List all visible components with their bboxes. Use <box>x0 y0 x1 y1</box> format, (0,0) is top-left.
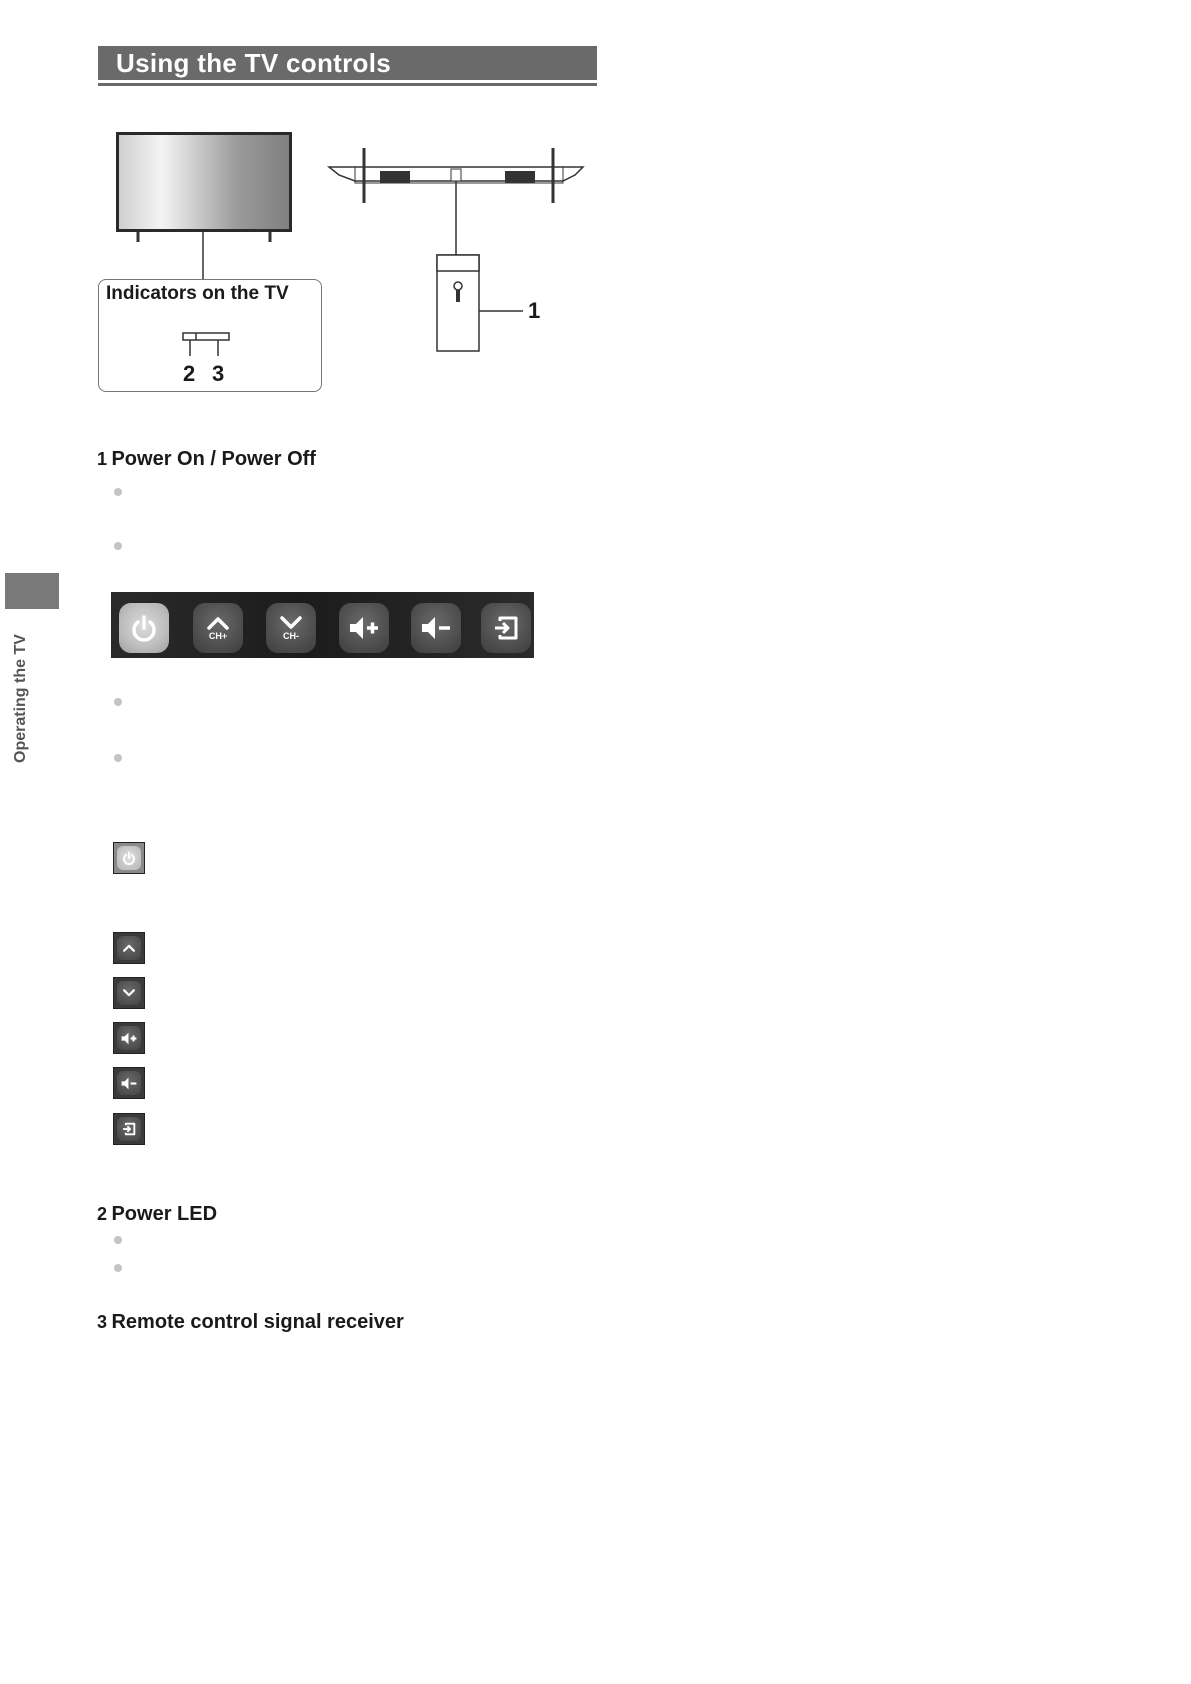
channel-down-icon <box>122 988 136 998</box>
volume-up-icon <box>120 1031 138 1046</box>
volume-down-icon <box>419 614 453 642</box>
strip-channel-down-button <box>266 603 316 653</box>
strip-channel-up-button <box>193 603 243 653</box>
strip-power-button <box>119 603 169 653</box>
bullet <box>114 542 122 550</box>
volume-up-icon <box>347 614 381 642</box>
strip-volume-up-button <box>339 603 389 653</box>
indicator-sensor-illustration <box>180 330 240 360</box>
page-title: Using the TV controls <box>116 48 391 78</box>
tv-front-illustration <box>100 120 340 290</box>
bullet <box>114 488 122 496</box>
section-2-heading <box>97 1203 217 1226</box>
strip-volume-down-button <box>411 603 461 653</box>
channel-down-label: CH- <box>283 631 299 641</box>
channel-down-icon <box>278 615 304 631</box>
section-1-title: Power On / Power Off <box>111 448 316 470</box>
tv-bottom-illustration <box>325 143 595 353</box>
volume-up-button-icon <box>113 1022 145 1054</box>
channel-up-label: CH+ <box>208 631 228 641</box>
bullet <box>114 1236 122 1244</box>
indicators-title: Indicators on the TV <box>106 283 289 304</box>
channel-down-button-icon <box>113 977 145 1009</box>
input-source-icon <box>121 1121 137 1137</box>
volume-down-icon <box>120 1076 138 1091</box>
section-2-number: 2 <box>97 1204 108 1224</box>
section-1-heading <box>97 448 316 471</box>
section-3-title: Remote control signal receiver <box>111 1311 404 1333</box>
callout-1-label: 1 <box>528 298 541 323</box>
side-tab-marker <box>5 573 59 609</box>
side-tab-label: Operating the TV <box>12 634 29 763</box>
on-screen-control-strip <box>111 592 534 658</box>
power-icon <box>128 612 160 644</box>
input-source-icon <box>491 613 521 643</box>
power-icon <box>121 850 137 866</box>
section-3-number: 3 <box>97 1312 108 1332</box>
channel-up-icon <box>122 943 136 953</box>
volume-down-button-icon <box>113 1067 145 1099</box>
strip-input-button <box>481 603 531 653</box>
callout-3-label: 3 <box>212 361 225 386</box>
bullet <box>114 698 122 706</box>
channel-up-button-icon <box>113 932 145 964</box>
power-button-icon <box>113 842 145 874</box>
section-3-heading <box>97 1311 404 1334</box>
input-button-icon <box>113 1113 145 1145</box>
section-2-title: Power LED <box>111 1203 218 1225</box>
callout-2-label: 2 <box>183 361 196 386</box>
channel-up-icon <box>205 615 231 631</box>
section-1-number: 1 <box>97 449 108 469</box>
bullet <box>114 754 122 762</box>
bullet <box>114 1264 122 1272</box>
